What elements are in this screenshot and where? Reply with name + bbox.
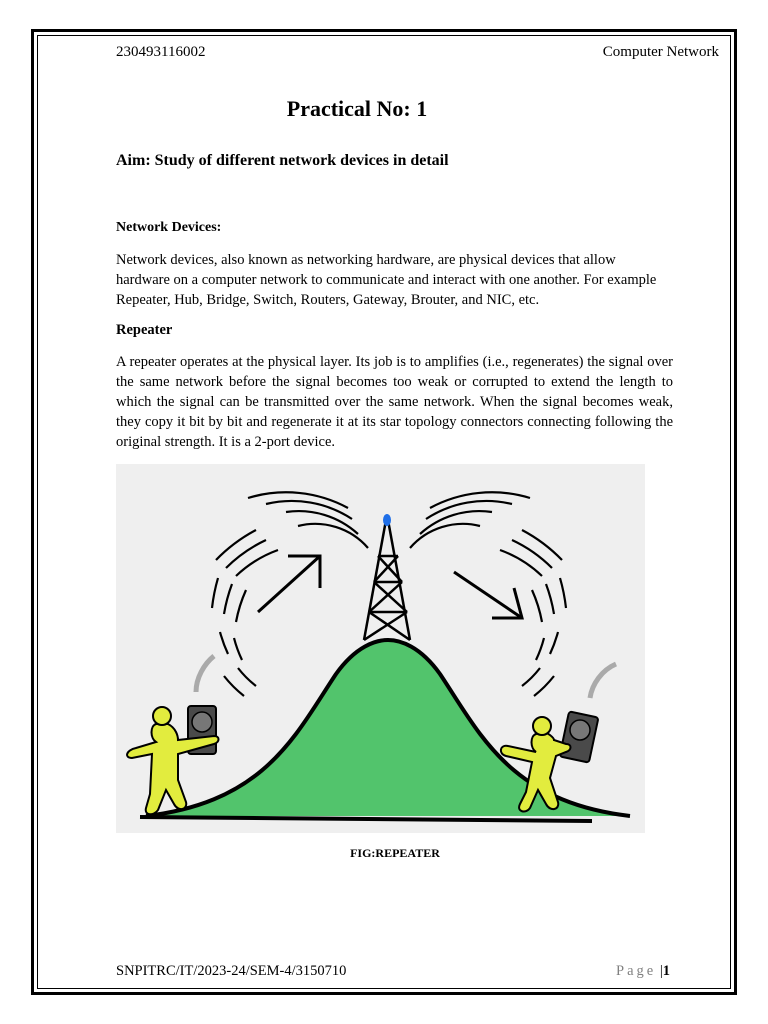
footer-page-number: 1 xyxy=(662,963,670,979)
figure-caption: FIG:REPEATER xyxy=(350,846,440,860)
antenna-tip xyxy=(383,514,391,526)
repeater-paragraph: A repeater operates at the physical layer. Its job is to amplifies (i.e., regenerates) the signal over the same network before the signal becomes too weak or corrupted to extend the length to which the signal can be transmitted over the same network. When the signal becomes weak, they copy it bit by bit and regenerate it at its star topology connectors connecting following the original strength. It is a 2-port device. xyxy=(116,354,673,450)
aim-heading: Aim: Study of different network devices in detail xyxy=(116,152,449,169)
header-enrollment-number: 230493116002 xyxy=(116,44,206,60)
footer-page-indicator xyxy=(616,963,670,980)
network-devices-paragraph: Network devices, also known as networking hardware, are physical devices that allow hardware on a computer network to communicate and interact with one another. For example Repeater, Hub, Bridge, Switch, Routers, Gateway, Brouter, and NIC, etc. xyxy=(116,252,657,308)
header-subject: Computer Network xyxy=(602,44,719,60)
repeater-heading: Repeater xyxy=(116,322,173,338)
page-title: Practical No: 1 xyxy=(286,96,428,121)
footer-course-code: SNPITRC/IT/2023-24/SEM-4/3150710 xyxy=(116,963,347,979)
repeater-illustration xyxy=(116,464,645,833)
network-devices-heading: Network Devices: xyxy=(116,220,222,235)
footer-page-label: Page xyxy=(616,963,657,979)
footer-separator: | xyxy=(659,963,663,979)
